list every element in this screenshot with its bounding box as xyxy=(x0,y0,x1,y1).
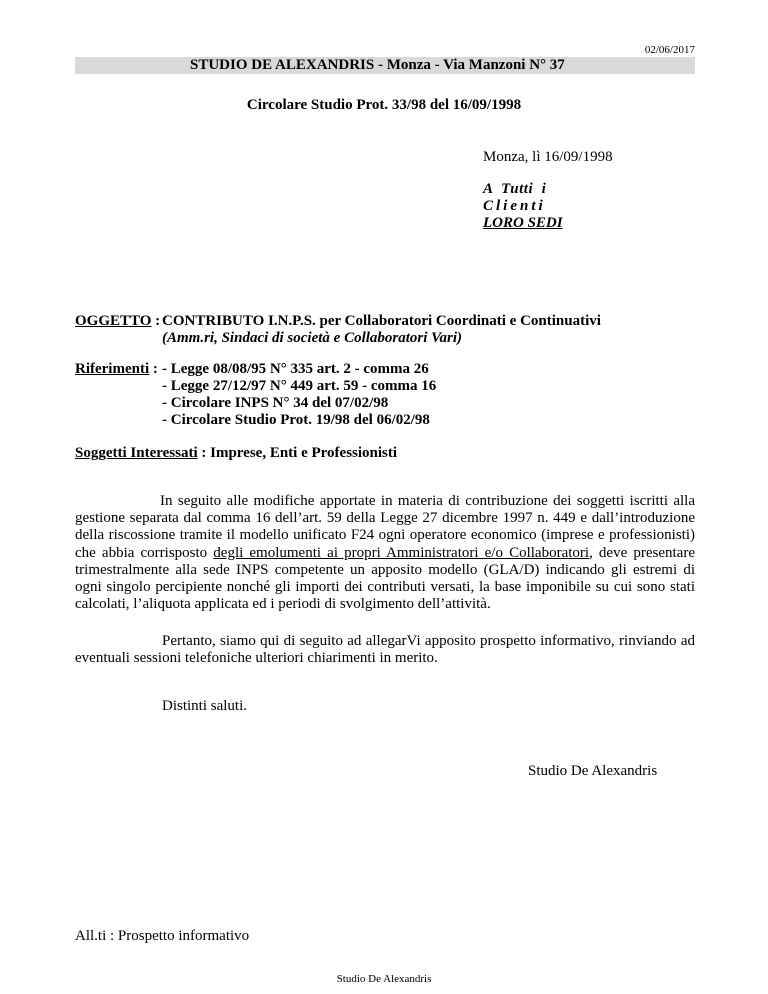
riferimenti-label-text: Riferimenti xyxy=(75,361,150,377)
para1-text-before: In seguito alle modifiche apportate in materia di contribuzione dei soggetti iscritti alla gestione separata dal comma 16 dell’art. 59 della Legge 27 dicembre 1997 n. 449 e dall’introduzione della riscossione tramite il modello unificato F24 ogni operatore economico (imprese e professionisti) che abbia corrisposto xyxy=(75,493,695,561)
page-footer: Studio De Alexandris xyxy=(336,973,432,985)
attachments-note: All.ti : Prospetto informativo xyxy=(75,928,250,944)
reference-item: - Legge 08/08/95 N° 335 art. 2 - comma 26 xyxy=(162,361,429,377)
riferimenti-label xyxy=(75,361,158,378)
para1-underlined-text: degli emolumenti ai propri Amministratori e/o Collaboratori xyxy=(213,544,590,561)
oggetto-title: CONTRIBUTO I.N.P.S. per Collaboratori Coordinati e Continuativi xyxy=(162,313,601,329)
para1-text-after: , deve presentare trimestralmente alla sede INPS competente un apposito modello (GLA/D) indicando gli estremi di ogni singolo percipiente nonché gli importi dei contributi versati, la base imponibile su cui sono stati calcolati, l’aliquota applicata ed i periodi di svolgimento dell’attività. xyxy=(75,544,695,613)
reference-item: - Circolare Studio Prot. 19/98 del 06/02/98 xyxy=(162,412,430,428)
circolare-reference: Circolare Studio Prot. 33/98 del 16/09/1998 xyxy=(246,97,522,113)
oggetto-subtitle: (Amm.ri, Sindaci di società e Collaboratori Vari) xyxy=(162,330,463,346)
soggetti-value: : Imprese, Enti e Professionisti xyxy=(197,445,398,461)
body-paragraph-1 xyxy=(75,493,695,613)
oggetto-colon: : xyxy=(151,313,161,329)
body-paragraph-2 xyxy=(75,633,695,667)
studio-header-bar xyxy=(75,57,695,74)
place-date: Monza, lì 16/09/1998 xyxy=(483,149,613,165)
recipient-line-1: A Tutti i xyxy=(483,181,547,197)
recipient-line-2: Clienti xyxy=(483,198,546,214)
soggetti-label: Soggetti Interessati xyxy=(75,445,198,461)
studio-header-text: STUDIO DE ALEXANDRIS - Monza - Via Manzoni N° 37 xyxy=(190,57,565,73)
soggetti-interessati xyxy=(75,445,397,462)
oggetto-label-text: OGGETTO xyxy=(75,313,152,329)
reference-item: - Circolare INPS N° 34 del 07/02/98 xyxy=(162,395,389,411)
reference-item: - Legge 27/12/97 N° 449 art. 59 - comma 16 xyxy=(162,378,437,394)
recipient-line-3: LORO SEDI xyxy=(483,215,563,231)
signature: Studio De Alexandris xyxy=(528,763,658,779)
print-date: 02/06/2017 xyxy=(644,44,695,56)
oggetto-label xyxy=(75,313,160,330)
closing-greeting: Distinti saluti. xyxy=(162,698,248,714)
riferimenti-colon: : xyxy=(149,361,158,377)
para2-text: Pertanto, siamo qui di seguito ad allegarVi apposito prospetto informativo, rinviando ad eventuali sessioni telefoniche ulteriori chiarimenti in merito. xyxy=(75,633,695,667)
